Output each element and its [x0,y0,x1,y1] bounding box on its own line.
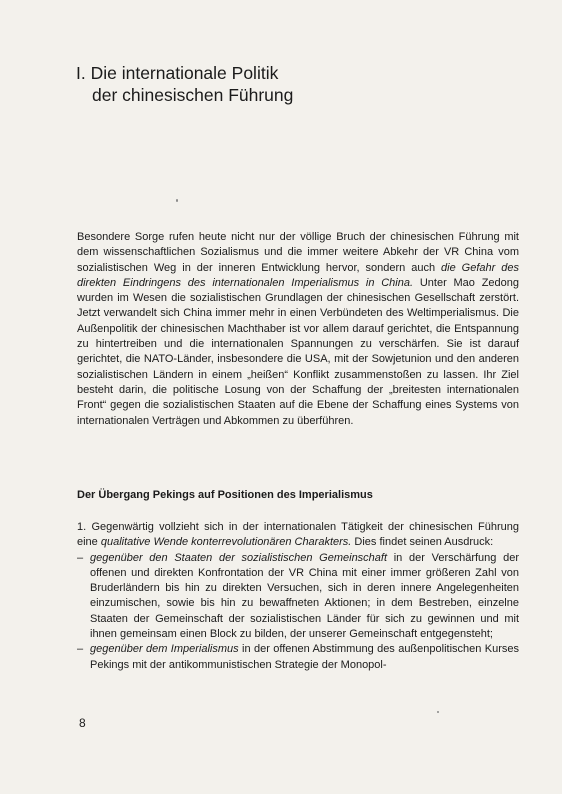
dash-marker: – [77,551,84,564]
paper-speck [176,199,178,202]
list-item-italic: gegenüber den Staaten der sozialistischen Gemeinschaft [90,551,388,564]
point-1-text-1: 1. Gegenwärtig vollzieht sich in der internationalen Tätigkeit der chinesischen Führung eine [77,521,519,549]
point-1-list [77,551,519,673]
point-1-text-italic: qualitative Wende konterrevolutionären Charakters. [100,536,352,549]
intro-text-1: Besondere Sorge rufen heute nicht nur der völlige Bruch der chinesischen Führung mit dem wissenschaftlichen Sozialismus und die immer weitere Abkehr der VR China vom sozialistischen Weg in der inneren Entwicklung hervor, sondern auch [77,231,519,274]
point-1-lead [77,520,519,551]
chapter-title-line-2: der chinesischen Führung [92,85,294,105]
point-1-paragraph [77,520,519,673]
page-number: 8 [79,716,86,730]
list-item-text: in der offenen Abstimmung des außenpolitischen Kurses Pekings mit der antikommunistischen Strategie der Monopol- [90,643,519,671]
intro-text-italic: die Gefahr des direkten Eindringens des internationalen Imperialismus in China. [77,261,520,289]
list-item [77,642,519,673]
dash-marker: – [77,643,84,656]
chapter-title [76,62,496,106]
list-item [77,551,519,643]
section-heading: Der Übergang Pekings auf Positionen des Imperialismus [77,489,373,501]
intro-text-2: Unter Mao Zedong wurden im Wesen die sozialistischen Grundlagen der chinesischen Gesellschaft zerstört. Jetzt verwandelt sich China immer mehr in einen Verbündeten des Weltimperialismus. Die Außenpolitik der chinesischen Machthaber ist vor allem darauf gerichtet, die Entspannung zu hintertreiben und die internationalen Spannungen zu verschärfen. Sie ist darauf gerichtet, die NATO-Länder, insbesondere die USA, mit der Sowjetunion und den anderen sozialistischen Ländern in einem „heißen“ Konflikt zusammenstoßen zu lassen. Ihr Ziel besteht darin, die politische Losung von der Schaffung der „breitesten internationalen Front“ gegen die sozialistischen Staaten auf die Ebene der Schaffung eines Systems von internationalen Verträgen und Abkommen zu überführen. [77,276,520,427]
intro-paragraph [77,230,519,429]
paper-speck [437,711,439,713]
list-item-italic: gegenüber dem Imperialismus [90,643,239,656]
point-1-text-2: Dies findet seinen Ausdruck: [351,536,494,549]
chapter-title-line-1: I. Die internationale Politik [76,63,279,83]
list-item-text: in der Verschärfung der offenen und direkten Konfrontation der VR China mit einer immer größeren Zahl von Bruderländern bis hin zu direkten Versuchen, sich in deren innere Angelegenheiten einzumischen, sowie bis hin zu bewaffneten Aktionen; in dem Bestreben, einzelne Staaten der Gemeinschaft der sozialistischen Länder für sich zu gewinnen und mit ihnen gemeinsam einen Block zu bilden, der unserer Gemeinschaft entgegensteht; [90,551,520,641]
